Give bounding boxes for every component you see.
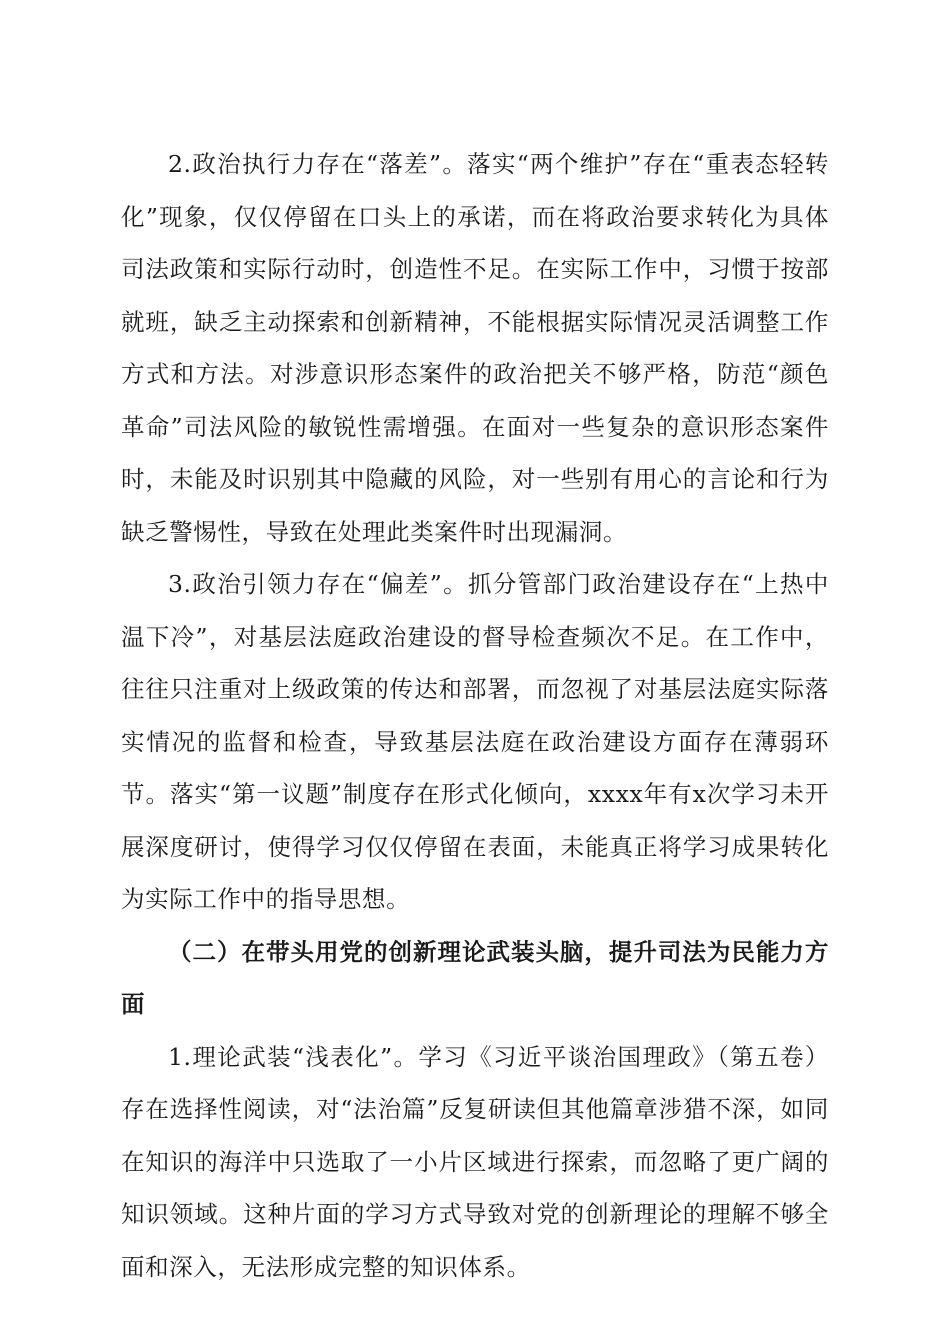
paragraph-theory-armament: 1.理论武装“浅表化”。学习《习近平谈治国理政》（第五卷）存在选择性阅读，对“法治篇”反复研读但其他篇章涉猎不深，如同在知识的海洋中只选取了一小片区域进行探索，而忽略了更广阔的知识领域。这种片面的学习方式导致对党的创新理论的理解不够全面和深入，无法形成完整的知识体系。 (121, 1042, 829, 1281)
section-heading-innovation-theory: （二）在带头用党的创新理论武装头脑，提升司法为民能力方面 (121, 937, 829, 1018)
paragraph-political-leadership: 3.政治引领力存在“偏差”。抓分管部门政治建设存在“上热中温下冷”，对基层法庭政治建设的督导检查频次不足。在工作中，往往只注重对上级政策的传达和部署，而忽视了对基层法庭实际落实情况的监督和检查，导致基层法庭在政治建设方面存在薄弱环节。落实“第一议题”制度存在形式化倾向，xxxx年有x次学习未开展深度研讨，使得学习仅仅停留在表面，未能真正将学习成果转化为实际工作中的指导思想。 (121, 570, 829, 913)
document-body (121, 138, 829, 1293)
paragraph-political-execution: 2.政治执行力存在“落差”。落实“两个维护”存在“重表态轻转化”现象，仅仅停留在口头上的承诺，而在将政治要求转化为具体司法政策和实际行动时，创造性不足。在实际工作中，习惯于按部就班，缺乏主动探索和创新精神，不能根据实际情况灵活调整工作方式和方法。对涉意识形态案件的政治把关不够严格，防范“颜色革命”司法风险的敏锐性需增强。在面对一些复杂的意识形态案件时，未能及时识别其中隐藏的风险，对一些别有用心的言论和行为缺乏警惕性，导致在处理此类案件时出现漏洞。 (121, 150, 829, 546)
